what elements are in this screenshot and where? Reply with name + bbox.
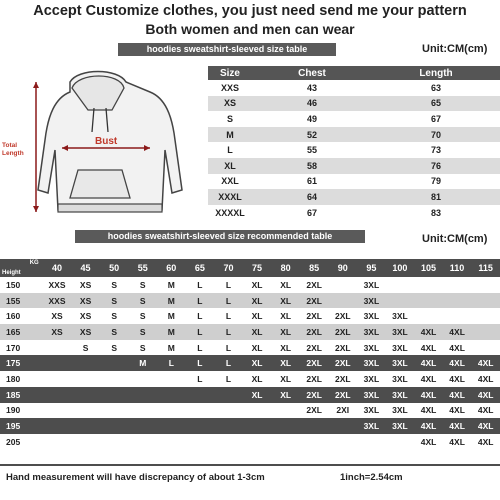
header-line-1: Accept Customize clothes, you just need send me your pattern (33, 3, 467, 19)
table-cell: L (225, 311, 232, 322)
table-cell: 2XL (306, 342, 322, 353)
recommend-table-banner: hoodies sweatshirt-sleeved size recommended table (75, 230, 365, 243)
table-cell: 3XL (392, 405, 408, 416)
table-cell: 3XL (392, 326, 408, 337)
table-cell: L (225, 295, 232, 306)
size-table-column-header: Size (219, 67, 240, 79)
table-cell: 4XL (449, 421, 465, 432)
table-cell: 4XL (420, 436, 437, 447)
table-cell: XL (251, 311, 263, 322)
size-table (208, 66, 500, 220)
recommend-table (0, 259, 500, 450)
table-cell: XXS (48, 279, 66, 290)
table-cell: S (111, 295, 117, 306)
table-cell: M (167, 326, 175, 337)
weight-column-header: 100 (392, 263, 408, 273)
table-cell: 4XL (449, 436, 465, 447)
table-cell: L (197, 295, 203, 306)
table-cell: 3XL (363, 279, 380, 290)
table-cell: XL (280, 342, 292, 353)
table-cell: 52 (306, 129, 317, 140)
table-cell: 2XL (306, 358, 322, 369)
table-cell: M (167, 342, 175, 353)
table-cell: XXS (48, 295, 66, 306)
height-cell: 205 (6, 436, 21, 447)
table-cell: M (167, 311, 175, 322)
table-cell: 4XL (477, 389, 494, 400)
footer (0, 464, 500, 494)
header-line-2: Both women and men can wear (145, 21, 355, 37)
page-header (0, 0, 500, 40)
size-table-column-header: Length (419, 67, 453, 79)
table-cell: 4XL (477, 436, 494, 447)
recommend-table-unit: Unit:CM(cm) (422, 233, 488, 245)
table-cell: XL (251, 326, 263, 337)
table-cell: 61 (306, 176, 317, 187)
table-cell: 64 (306, 191, 317, 202)
table-cell: 2XL (306, 326, 322, 337)
table-cell: 4XL (449, 373, 465, 384)
table-cell: 67 (430, 113, 441, 124)
weight-column-header: 60 (166, 263, 177, 273)
table-cell: 2XL (306, 405, 322, 416)
table-cell: L (197, 358, 203, 369)
table-row (208, 96, 500, 112)
table-cell: L (225, 373, 232, 384)
weight-column-header: 70 (223, 263, 234, 273)
table-row (0, 277, 500, 293)
weight-column-header: 95 (366, 263, 377, 273)
table-cell: 4XL (449, 342, 465, 353)
weight-column-header: 45 (80, 263, 91, 273)
table-cell: 3XL (392, 358, 408, 369)
table-cell: S (226, 113, 233, 124)
table-row (0, 355, 500, 371)
table-cell: L (197, 279, 203, 290)
table-cell: 4XL (449, 326, 465, 337)
table-cell: 4XL (420, 326, 437, 337)
table-cell: 4XL (449, 405, 465, 416)
height-cell: 150 (6, 279, 21, 290)
table-cell: 58 (306, 160, 317, 171)
table-cell: 2XL (306, 295, 322, 306)
table-cell: S (111, 279, 117, 290)
table-cell: XL (280, 373, 292, 384)
weight-column-header: 55 (137, 263, 148, 273)
table-cell: XS (79, 311, 92, 322)
table-cell: L (197, 311, 203, 322)
weight-column-header: 80 (280, 263, 291, 273)
height-cell: 180 (6, 373, 21, 384)
table-cell: 3XL (392, 421, 408, 432)
table-cell: XS (79, 279, 92, 290)
table-cell: 3XL (363, 326, 380, 337)
height-cell: 185 (6, 389, 21, 400)
size-table-column-header: Chest (298, 67, 326, 79)
table-row (208, 189, 500, 205)
table-cell: M (167, 279, 175, 290)
table-cell: XL (280, 326, 292, 337)
table-row (0, 324, 500, 340)
table-row (208, 158, 500, 174)
table-cell: 4XL (449, 358, 465, 369)
table-cell: S (82, 342, 89, 353)
table-row (0, 308, 500, 324)
table-cell: XL (280, 358, 292, 369)
table-cell: S (139, 311, 146, 322)
table-cell: L (197, 373, 203, 384)
table-cell: L (197, 326, 203, 337)
table-cell: 3XL (363, 373, 380, 384)
table-cell: XXS (220, 82, 239, 93)
table-row (0, 371, 500, 387)
table-cell: XS (79, 326, 92, 337)
weight-column-header: 105 (420, 263, 436, 273)
table-cell: 2XL (334, 342, 351, 353)
height-cell: 195 (6, 421, 21, 432)
table-cell: 3XL (363, 389, 380, 400)
weight-column-header: 115 (478, 263, 493, 273)
table-cell: 4XL (420, 342, 437, 353)
table-cell: 4XL (477, 405, 494, 416)
table-cell: L (168, 358, 174, 369)
table-cell: XXXL (218, 191, 242, 202)
table-cell: L (197, 342, 203, 353)
table-cell: XL (251, 342, 263, 353)
table-cell: L (227, 145, 233, 156)
table-cell: XL (224, 160, 236, 171)
table-corner (0, 259, 43, 277)
footer-note: Hand measurement will have discrepancy of about 1-3cm (6, 472, 265, 483)
table-row (208, 80, 500, 96)
table-cell: 55 (306, 145, 317, 156)
table-cell: XL (280, 295, 292, 306)
table-row (208, 111, 500, 127)
table-cell: M (167, 295, 175, 306)
table-row (0, 403, 500, 419)
footer-divider (0, 464, 500, 466)
table-cell: XXL (221, 176, 239, 187)
table-cell: XS (79, 295, 92, 306)
total-length-label: Total Length (2, 142, 24, 157)
table-cell: S (139, 326, 146, 337)
table-cell: 4XL (420, 389, 437, 400)
table-cell: 2XL (334, 389, 351, 400)
table-cell: S (111, 326, 117, 337)
table-cell: 2XL (306, 279, 322, 290)
table-cell: 3XL (392, 373, 408, 384)
table-cell: 4XL (420, 405, 437, 416)
table-cell: 63 (430, 82, 441, 93)
table-row (0, 434, 500, 450)
table-cell: XL (251, 389, 263, 400)
size-table-header (208, 66, 500, 80)
footer-inch: 1inch=2.54cm (340, 472, 403, 483)
table-cell: 2XL (334, 326, 351, 337)
table-cell: 2XL (334, 311, 351, 322)
table-cell: S (111, 311, 117, 322)
table-cell: XL (280, 389, 292, 400)
table-cell: 67 (306, 207, 317, 218)
table-cell: 3XL (363, 295, 380, 306)
table-cell: XL (280, 279, 292, 290)
table-cell: XS (51, 311, 63, 322)
recommend-table-header (0, 259, 500, 277)
table-cell: 2XL (334, 373, 351, 384)
table-cell: 2XL (334, 358, 351, 369)
table-cell: 3XL (363, 421, 380, 432)
table-cell: 49 (306, 113, 317, 124)
table-cell: L (225, 358, 232, 369)
table-cell: XL (280, 311, 292, 322)
table-cell: XL (251, 279, 263, 290)
weight-column-header: 75 (252, 263, 263, 273)
table-cell: L (225, 326, 232, 337)
table-cell: 73 (430, 145, 441, 156)
weight-axis-label: KG (29, 260, 39, 266)
table-cell: 2XL (306, 311, 322, 322)
table-row (208, 174, 500, 190)
table-cell: XXXXL (215, 207, 245, 218)
table-cell: 76 (430, 160, 441, 171)
table-cell: 4XL (477, 373, 494, 384)
table-row (208, 205, 500, 221)
height-cell: 165 (6, 326, 21, 337)
table-cell: 79 (430, 176, 441, 187)
table-cell: XL (251, 358, 263, 369)
table-cell: 4XL (477, 421, 494, 432)
height-cell: 190 (6, 405, 21, 416)
height-cell: 160 (6, 311, 21, 322)
table-row (0, 418, 500, 434)
table-cell: 4XL (420, 373, 437, 384)
size-table-unit: Unit:CM(cm) (422, 43, 488, 55)
table-cell: S (139, 342, 146, 353)
height-axis-label: Height (2, 270, 21, 276)
table-cell: XS (51, 326, 63, 337)
table-cell: 4XL (477, 358, 494, 369)
table-row (208, 127, 500, 143)
table-cell: S (139, 279, 146, 290)
table-cell: 2XL (306, 389, 322, 400)
table-cell: 83 (430, 207, 441, 218)
table-cell: 3XL (392, 311, 408, 322)
table-cell: L (225, 342, 232, 353)
table-cell: 3XL (363, 311, 380, 322)
table-cell: XL (251, 373, 263, 384)
table-cell: 3XL (363, 358, 380, 369)
table-cell: 4XL (420, 358, 437, 369)
height-cell: 175 (6, 358, 21, 369)
table-cell: XS (223, 98, 236, 109)
table-cell: 4XL (420, 421, 437, 432)
table-cell: 70 (430, 129, 441, 140)
weight-column-header: 85 (309, 263, 320, 273)
table-row (0, 340, 500, 356)
table-cell: S (111, 342, 117, 353)
table-cell: 3XL (363, 405, 380, 416)
weight-column-header: 40 (51, 263, 62, 273)
bust-label: Bust (95, 136, 118, 147)
table-cell: S (139, 295, 146, 306)
table-cell: 43 (306, 82, 317, 93)
table-cell: 4XL (449, 389, 465, 400)
table-cell: 3XL (363, 342, 380, 353)
table-cell: XL (251, 295, 263, 306)
table-row (0, 293, 500, 309)
table-cell: M (226, 129, 234, 140)
table-row (208, 142, 500, 158)
table-cell: 81 (430, 191, 441, 202)
height-cell: 170 (6, 342, 21, 353)
table-cell: 3XL (392, 342, 408, 353)
weight-column-header: 65 (194, 263, 205, 273)
table-cell: 2XI (336, 405, 350, 416)
table-cell: 2XL (306, 373, 322, 384)
weight-column-header: 90 (337, 263, 348, 273)
table-cell: 46 (306, 98, 317, 109)
hoodie-illustration (0, 60, 205, 232)
table-cell: M (139, 358, 147, 369)
table-cell: L (225, 279, 232, 290)
weight-column-header: 50 (109, 263, 120, 273)
table-cell: 3XL (392, 389, 408, 400)
height-cell: 155 (6, 295, 21, 306)
table-row (0, 387, 500, 403)
weight-column-header: 110 (449, 263, 465, 273)
table-cell: 65 (430, 98, 441, 109)
size-table-banner: hoodies sweatshirt-sleeved size table (118, 43, 336, 56)
